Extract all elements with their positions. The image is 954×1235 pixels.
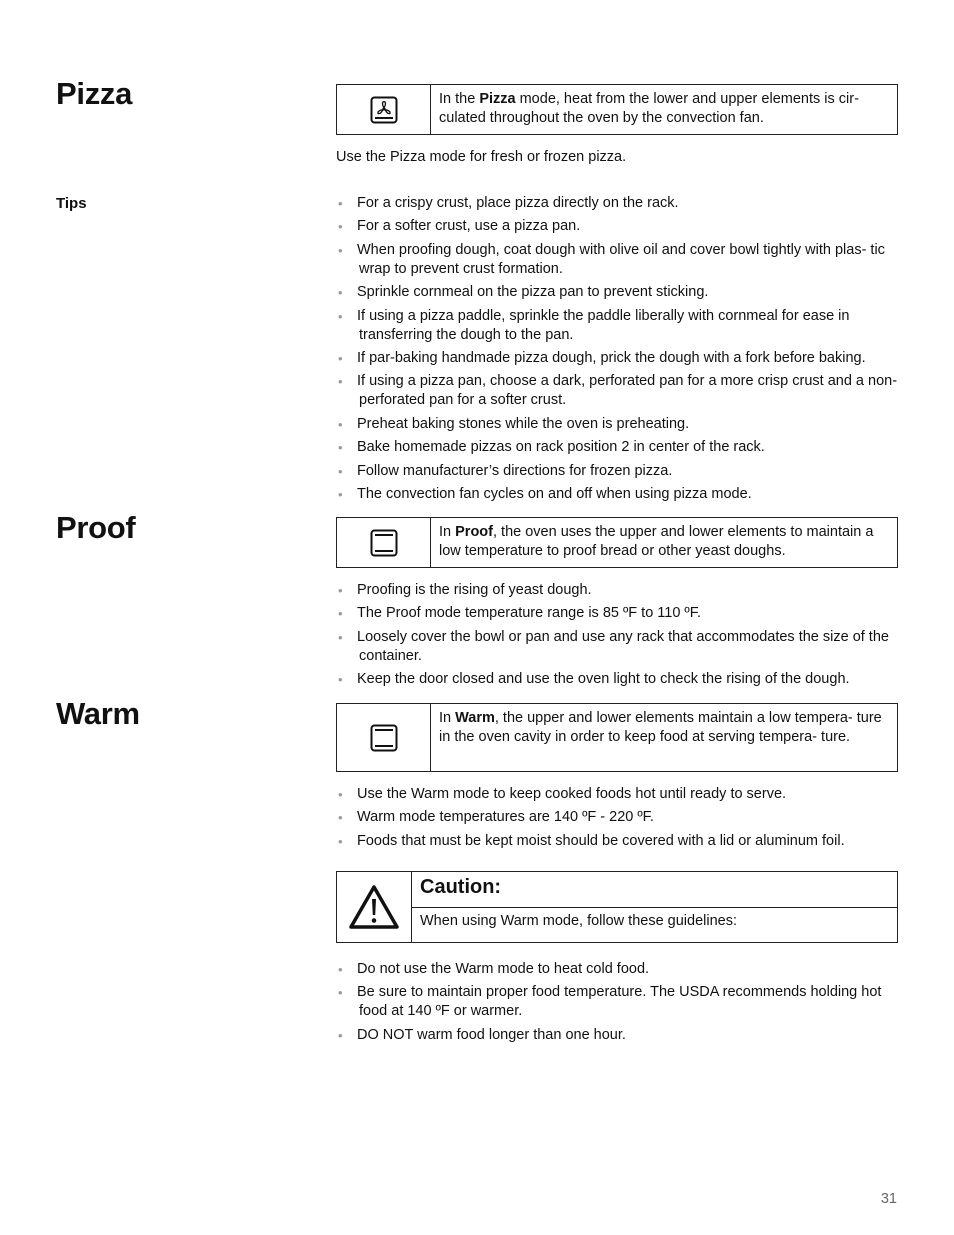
proof-mode-icon	[370, 529, 398, 557]
proof-mode-text-post: , the oven uses the upper and lower elements to maintain a low temperature to proof bread or other yeast doughs.	[439, 524, 874, 559]
proof-icon-cell	[337, 518, 431, 567]
page-number: 31	[880, 1191, 897, 1207]
list-item: • Be sure to maintain proper food temperature. The USDA recommends holding hot food at 140 ºF or warmer.	[336, 983, 902, 1021]
warm-mode-icon	[370, 724, 398, 752]
list-item: • If using a pizza paddle, sprinkle the paddle liberally with cornmeal for ease in transferring the dough to the pan.	[336, 307, 902, 345]
caution-text: When using Warm mode, follow these guidelines:	[420, 913, 738, 929]
proof-list	[336, 581, 902, 694]
caution-list	[336, 960, 902, 1049]
list-item: • When proofing dough, coat dough with olive oil and cover bowl tightly with plas- tic wrap to prevent crust formation.	[336, 241, 902, 279]
list-item: • If using a pizza pan, choose a dark, perforated pan for a more crisp crust and a non-perforated pan for a softer crust.	[336, 372, 902, 410]
pizza-mode-text-pre: In the	[439, 91, 480, 107]
list-item: • Proofing is the rising of yeast dough.	[336, 581, 902, 600]
pizza-mode-text-post: mode, heat from the lower and upper elements is cir- culated throughout the oven by the convection fan.	[439, 91, 859, 126]
pizza-icon-cell	[337, 85, 431, 134]
caution-content	[412, 872, 897, 942]
pizza-mode-description	[431, 85, 897, 134]
pizza-intro: Use the Pizza mode for fresh or frozen pizza.	[336, 149, 627, 165]
list-item: • DO NOT warm food longer than one hour.	[336, 1026, 902, 1045]
list-item: • Warm mode temperatures are 140 ºF - 220 ºF.	[336, 808, 902, 827]
list-item: • Keep the door closed and use the oven light to check the rising of the dough.	[336, 670, 902, 689]
list-item: • The convection fan cycles on and off when using pizza mode.	[336, 485, 902, 504]
pizza-tips-list	[336, 194, 902, 508]
warning-triangle-icon	[348, 884, 400, 930]
warm-mode-text-bold: Warm	[455, 710, 495, 726]
proof-mode-description	[431, 518, 897, 567]
warm-heading: Warm	[56, 696, 140, 731]
caution-box	[336, 871, 898, 943]
proof-mode-text-pre: In	[439, 524, 456, 540]
list-item: • Sprinkle cornmeal on the pizza pan to prevent sticking.	[336, 283, 902, 302]
pizza-heading: Pizza	[56, 76, 133, 111]
warm-mode-box	[336, 703, 898, 772]
list-item: • Loosely cover the bowl or pan and use any rack that accommodates the size of the container.	[336, 628, 902, 666]
list-item: • Preheat baking stones while the oven is preheating.	[336, 415, 902, 434]
list-item: • The Proof mode temperature range is 85 ºF to 110 ºF.	[336, 604, 902, 623]
warm-mode-text-post: , the upper and lower elements maintain a low tempera- ture in the oven cavity in order to keep food at serving tempera- ture.	[439, 710, 882, 745]
warm-list	[336, 785, 902, 855]
warm-mode-text-pre: In	[439, 710, 456, 726]
pizza-fan-icon	[370, 96, 398, 124]
list-item: • For a softer crust, use a pizza pan.	[336, 217, 902, 236]
warm-icon-cell	[337, 704, 431, 771]
list-item: • Bake homemade pizzas on rack position 2 in center of the rack.	[336, 438, 902, 457]
list-item: • For a crispy crust, place pizza directly on the rack.	[336, 194, 902, 213]
list-item: • Foods that must be kept moist should be covered with a lid or aluminum foil.	[336, 832, 902, 851]
list-item: • Do not use the Warm mode to heat cold food.	[336, 960, 902, 979]
tips-heading: Tips	[56, 195, 87, 212]
caution-title: Caution:	[412, 872, 897, 908]
proof-mode-box	[336, 517, 898, 568]
warm-mode-description	[431, 704, 897, 771]
list-item: • Use the Warm mode to keep cooked foods hot until ready to serve.	[336, 785, 902, 804]
proof-mode-text-bold: Proof	[455, 524, 493, 540]
proof-heading: Proof	[56, 510, 136, 545]
pizza-mode-box	[336, 84, 898, 135]
caution-icon-cell	[337, 872, 412, 942]
list-item: • Follow manufacturer’s directions for frozen pizza.	[336, 462, 902, 481]
pizza-mode-text-bold: Pizza	[479, 91, 516, 107]
list-item: • If par-baking handmade pizza dough, prick the dough with a fork before baking.	[336, 349, 902, 368]
